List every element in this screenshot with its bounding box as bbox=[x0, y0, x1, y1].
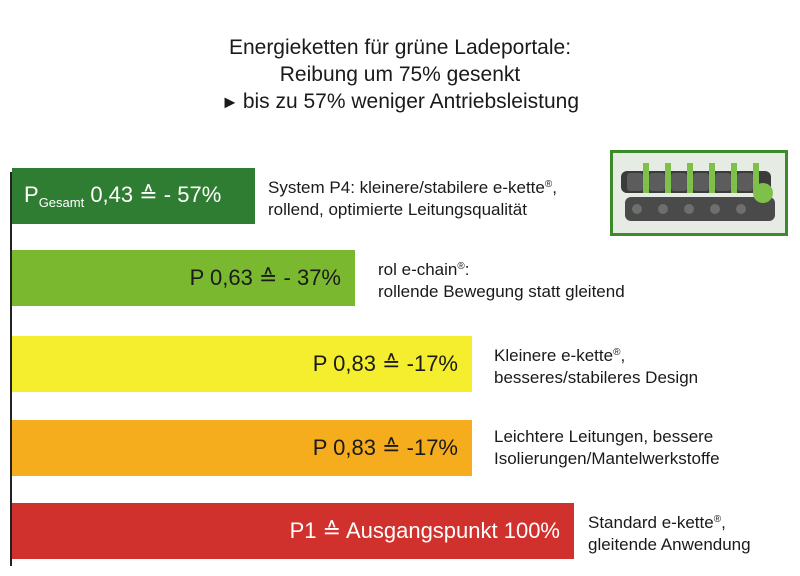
product-photo bbox=[610, 150, 788, 236]
bar-label-1 bbox=[24, 182, 221, 210]
bar-label-value: 0,43 ≙ - 57% bbox=[84, 182, 222, 207]
registered-mark: ® bbox=[613, 347, 621, 358]
bar-label-3: P 0,83 ≙ -17% bbox=[312, 351, 458, 376]
bar-description-1 bbox=[268, 174, 557, 221]
description-line-1: Kleinere e-kette®, bbox=[494, 346, 626, 365]
chart-title bbox=[0, 34, 800, 116]
bar-5 bbox=[12, 503, 574, 559]
description-line-1: Leichtere Leitungen, bessere bbox=[494, 427, 714, 446]
bar-4 bbox=[12, 420, 472, 476]
bar-description-5 bbox=[588, 509, 751, 556]
registered-mark: ® bbox=[713, 514, 722, 525]
bar-1 bbox=[12, 168, 255, 224]
bar-label-prefix: P bbox=[24, 182, 39, 207]
energy-chain-image bbox=[613, 153, 785, 233]
description-line-2: Isolierungen/Mantelwerkstoffe bbox=[494, 449, 720, 468]
bar-label-5: P1 ≙ Ausgangspunkt 100% bbox=[289, 518, 560, 543]
arrow-right-icon: ► bbox=[220, 92, 239, 112]
bar-label-4: P 0,83 ≙ -17% bbox=[312, 435, 458, 460]
bar-description-2 bbox=[378, 256, 625, 303]
registered-mark: ® bbox=[544, 179, 553, 190]
bar-description-3 bbox=[494, 342, 698, 389]
description-line-2: gleitende Anwendung bbox=[588, 535, 751, 554]
description-line-1: System P4: kleinere/stabilere e-kette®, bbox=[268, 178, 557, 197]
bar-label-subscript: Gesamt bbox=[38, 195, 85, 210]
description-line-1: rol e-chain®: bbox=[378, 260, 470, 279]
title-line-3-text: bis zu 57% weniger Antriebsleistung bbox=[242, 90, 580, 113]
description-line-2: rollende Bewegung statt gleitend bbox=[378, 282, 625, 301]
bar-3 bbox=[12, 336, 472, 392]
bar-2 bbox=[12, 250, 355, 306]
title-line-2: Reibung um 75% gesenkt bbox=[279, 63, 521, 86]
title-line-1: Energieketten für grüne Ladeportale: bbox=[228, 36, 572, 59]
bar-description-4 bbox=[494, 426, 720, 470]
description-line-1: Standard e-kette®, bbox=[588, 513, 726, 532]
registered-mark: ® bbox=[457, 261, 465, 272]
description-line-2: rollend, optimierte Leitungsqualität bbox=[268, 200, 527, 219]
bar-label-2: P 0,63 ≙ - 37% bbox=[189, 265, 341, 290]
title-line-3 bbox=[0, 88, 800, 116]
description-line-2: besseres/stabileres Design bbox=[494, 368, 699, 387]
